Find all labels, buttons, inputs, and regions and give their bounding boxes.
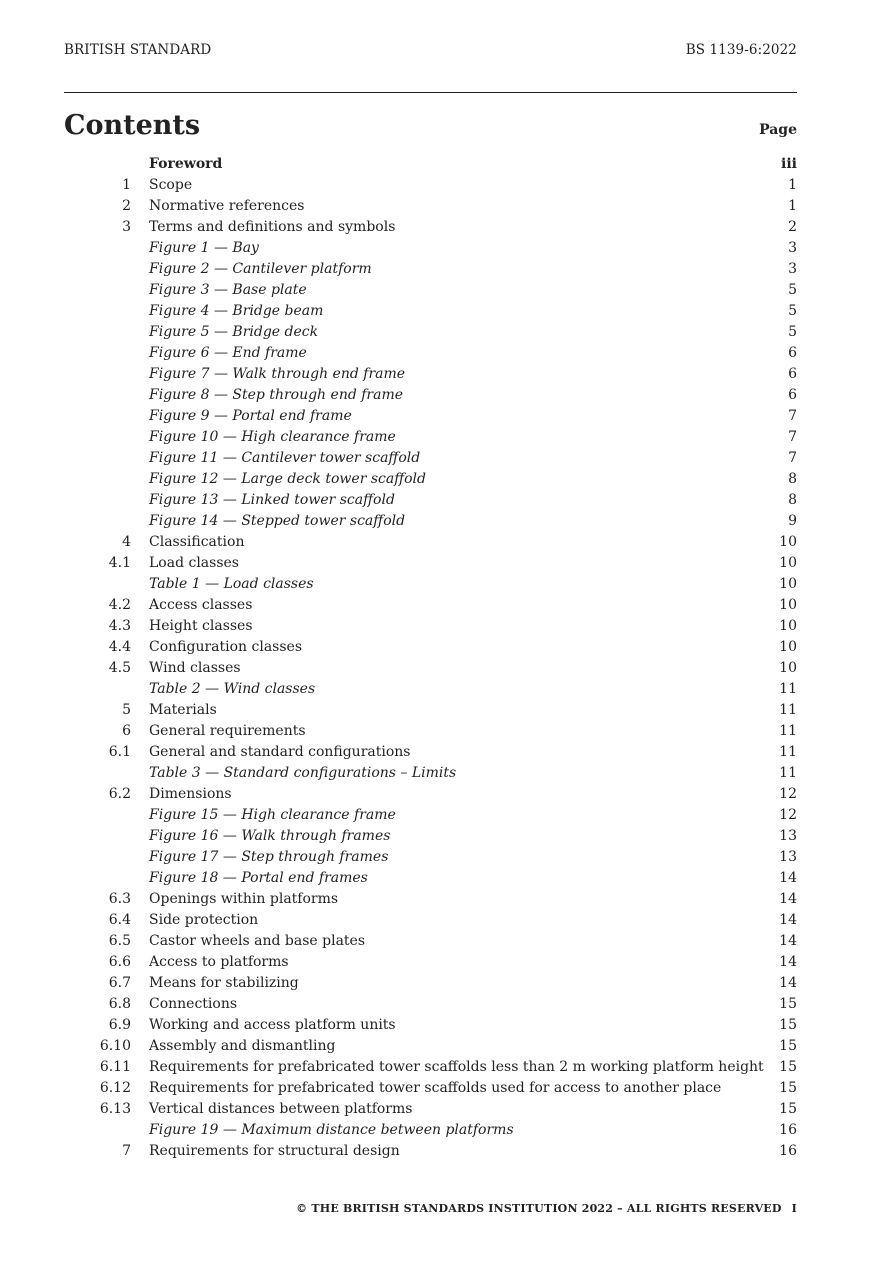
toc-entry-page[interactable]: 2 [788, 219, 797, 235]
toc-entry[interactable] [64, 259, 797, 280]
toc-entry-number: 6.3 [108, 891, 131, 907]
toc-entry-number: 5 [122, 702, 131, 718]
toc-entry-page[interactable]: 10 [779, 639, 797, 655]
toc-entry-title[interactable]: Configuration classes [149, 639, 303, 655]
toc-entry-page[interactable]: 10 [779, 555, 797, 571]
toc-entry[interactable] [64, 280, 797, 301]
toc-entry[interactable] [64, 238, 797, 259]
toc-entry-number: 4.3 [108, 618, 131, 634]
toc-entry[interactable] [64, 532, 797, 553]
toc-entry-page[interactable]: 6 [788, 345, 797, 361]
toc-entry[interactable] [64, 1120, 797, 1141]
toc-entry-page[interactable]: 1 [788, 198, 797, 214]
toc-entry[interactable] [64, 826, 797, 847]
toc-entry-number: 6 [122, 723, 131, 739]
toc-entry[interactable] [64, 553, 797, 574]
toc-entry-page[interactable]: 16 [779, 1143, 797, 1159]
toc-entry-title[interactable]: Requirements for structural design [149, 1143, 400, 1159]
toc-entry-page[interactable]: 14 [779, 912, 797, 928]
toc-entry[interactable] [64, 490, 797, 511]
toc-entry[interactable] [64, 1015, 797, 1036]
toc-entry-title[interactable]: Figure 2 — Cantilever platform [149, 261, 372, 277]
toc-entry-page[interactable]: 12 [779, 807, 797, 823]
toc-entry-title[interactable]: Access to platforms [149, 954, 289, 970]
toc-entry-title[interactable]: Table 2 — Wind classes [149, 681, 316, 697]
toc-entry-page[interactable]: 15 [779, 996, 797, 1012]
toc-entry-number: 4.5 [108, 660, 131, 676]
toc-entry-title[interactable]: Figure 3 — Base plate [149, 282, 307, 298]
toc-entry-page[interactable]: 15 [779, 1038, 797, 1054]
toc-entry[interactable] [64, 406, 797, 427]
toc-entry[interactable] [64, 1057, 797, 1078]
toc-entry-number: 4.4 [108, 639, 131, 655]
toc-entry-page[interactable]: 13 [779, 849, 797, 865]
toc-entry-title[interactable]: Figure 16 — Walk through frames [149, 828, 391, 844]
toc-entry-title[interactable]: Figure 12 — Large deck tower scaffold [149, 471, 426, 487]
toc-entry-page[interactable]: 6 [788, 387, 797, 403]
toc-entry[interactable] [64, 343, 797, 364]
toc-entry-number: 6.4 [108, 912, 131, 928]
toc-entry-title[interactable]: Scope [149, 177, 193, 193]
toc-entry-page[interactable]: 15 [779, 1017, 797, 1033]
toc-entry[interactable] [64, 448, 797, 469]
header-rule [64, 92, 797, 93]
toc-entry-page[interactable]: 7 [788, 450, 797, 466]
toc-entry-number: 6.11 [99, 1059, 131, 1075]
toc-entry-title[interactable]: Materials [149, 702, 217, 718]
toc-entry[interactable] [64, 973, 797, 994]
toc-entry[interactable] [64, 910, 797, 931]
toc-entry-number: 4 [122, 534, 131, 550]
toc-entry-number: 6.9 [108, 1017, 131, 1033]
toc-entry-title[interactable]: Working and access platform units [149, 1017, 396, 1033]
toc-entry[interactable] [64, 658, 797, 679]
toc-entry-title[interactable]: Figure 18 — Portal end frames [149, 870, 368, 886]
toc-entry-page[interactable]: 6 [788, 366, 797, 382]
toc-entry-number: 6.8 [108, 996, 131, 1012]
toc-entry-page[interactable]: 14 [779, 975, 797, 991]
toc-entry-title[interactable]: Figure 15 — High clearance frame [149, 807, 396, 823]
toc-entry[interactable] [64, 469, 797, 490]
toc-entry[interactable] [64, 616, 797, 637]
toc-entry[interactable] [64, 784, 797, 805]
toc-entry[interactable] [64, 742, 797, 763]
toc-entry[interactable] [64, 196, 797, 217]
page-column-label: Page [759, 122, 797, 138]
toc-entry-page[interactable]: 1 [788, 177, 797, 193]
toc-entry[interactable] [64, 154, 797, 175]
toc-entry-number: 6.6 [108, 954, 131, 970]
toc-entry-title[interactable]: Height classes [149, 618, 253, 634]
toc-entry-page[interactable]: iii [781, 156, 797, 172]
toc-entry-title[interactable]: Vertical distances between platforms [149, 1101, 413, 1117]
toc-entry-number: 7 [122, 1143, 131, 1159]
toc-entry[interactable] [64, 1036, 797, 1057]
toc-entry[interactable] [64, 889, 797, 910]
toc-entry[interactable] [64, 931, 797, 952]
toc-entry-page[interactable]: 14 [779, 870, 797, 886]
toc-entry[interactable] [64, 679, 797, 700]
toc-entry-title[interactable]: Requirements for prefabricated tower scaffolds less than 2 m working platform height [149, 1059, 764, 1075]
toc-entry-number: 3 [122, 219, 131, 235]
toc-entry-page[interactable]: 3 [788, 261, 797, 277]
toc-entry-number: 6.13 [99, 1101, 131, 1117]
toc-entry[interactable] [64, 847, 797, 868]
toc-entry-title[interactable]: General requirements [149, 723, 306, 739]
toc-entry[interactable] [64, 637, 797, 658]
toc-entry-page[interactable]: 10 [779, 576, 797, 592]
toc-entry-page[interactable]: 5 [788, 282, 797, 298]
toc-entry-title[interactable]: Figure 11 — Cantilever tower scaffold [149, 450, 421, 466]
running-header-left: BRITISH STANDARD [64, 42, 212, 58]
toc-entry[interactable] [64, 1141, 797, 1162]
toc-entry-number: 6.10 [99, 1038, 131, 1054]
toc-entry-title[interactable]: Foreword [149, 156, 223, 172]
toc-entry-title[interactable]: Means for stabilizing [149, 975, 299, 991]
toc-entry-title[interactable]: Figure 1 — Bay [149, 240, 259, 256]
toc-entry-number: 6.7 [108, 975, 131, 991]
toc-entry-title[interactable]: Figure 9 — Portal end frame [149, 408, 352, 424]
toc-entry[interactable] [64, 1099, 797, 1120]
toc-entry-number: 2 [122, 198, 131, 214]
toc-entry[interactable] [64, 217, 797, 238]
toc-entry-page[interactable]: 11 [779, 723, 797, 739]
toc-entry-page[interactable]: 10 [779, 534, 797, 550]
toc-entry-page[interactable]: 14 [779, 933, 797, 949]
toc-entry-page[interactable]: 8 [788, 492, 797, 508]
toc-entry[interactable] [64, 763, 797, 784]
toc-entry-number: 6.1 [108, 744, 131, 760]
toc-entry-page[interactable]: 13 [779, 828, 797, 844]
toc-entry[interactable] [64, 322, 797, 343]
toc-entry[interactable] [64, 364, 797, 385]
toc-entry-page[interactable]: 7 [788, 408, 797, 424]
toc-entry-title[interactable]: Dimensions [149, 786, 232, 802]
copyright-notice: © THE BRITISH STANDARDS INSTITUTION 2022 – ALL RIGHTS RESERVED [296, 1202, 782, 1215]
toc-entry-title[interactable]: Figure 6 — End frame [149, 345, 307, 361]
toc-entry-title[interactable]: Wind classes [149, 660, 241, 676]
toc-entry-number: 6.12 [99, 1080, 131, 1096]
footer-page-number: I [791, 1202, 797, 1215]
toc-entry[interactable] [64, 994, 797, 1015]
toc-entry-title[interactable]: Figure 14 — Stepped tower scaffold [149, 513, 406, 529]
toc-entry-page[interactable]: 5 [788, 303, 797, 319]
toc-entry[interactable] [64, 427, 797, 448]
toc-entry-title[interactable]: Terms and definitions and symbols [149, 219, 396, 235]
toc-entry-page[interactable]: 14 [779, 954, 797, 970]
toc-entry-title[interactable]: Side protection [149, 912, 259, 928]
toc-entry[interactable] [64, 805, 797, 826]
toc-entry-title[interactable]: Requirements for prefabricated tower scaffolds used for access to another place [149, 1080, 722, 1096]
toc-entry[interactable] [64, 868, 797, 889]
toc-entry[interactable] [64, 595, 797, 616]
toc-entry-title[interactable]: Figure 5 — Bridge deck [149, 324, 319, 340]
toc-entry-title[interactable]: General and standard configurations [149, 744, 411, 760]
toc-entry-page[interactable]: 12 [779, 786, 797, 802]
toc-entry-page[interactable]: 10 [779, 618, 797, 634]
toc-entry-page[interactable]: 10 [779, 660, 797, 676]
toc-entry-title[interactable]: Figure 19 — Maximum distance between platforms [149, 1122, 514, 1138]
toc-entry-page[interactable]: 11 [779, 765, 797, 781]
toc-entry-number: 4.1 [108, 555, 131, 571]
toc-entry[interactable] [64, 301, 797, 322]
toc-entry[interactable] [64, 574, 797, 595]
running-header-right: BS 1139-6:2022 [685, 42, 797, 58]
toc-entry-page[interactable]: 10 [779, 597, 797, 613]
toc-entry-title[interactable]: Figure 4 — Bridge beam [149, 303, 324, 319]
toc-entry[interactable] [64, 700, 797, 721]
toc-entry-title[interactable]: Classification [149, 534, 245, 550]
toc-entry[interactable] [64, 175, 797, 196]
toc-entry-number: 6.2 [108, 786, 131, 802]
toc-entry-number: 4.2 [108, 597, 131, 613]
toc-entry-title[interactable]: Access classes [149, 597, 253, 613]
toc-entry-page[interactable]: 9 [788, 513, 797, 529]
toc-entry[interactable] [64, 721, 797, 742]
toc-entry-title[interactable]: Figure 8 — Step through end frame [149, 387, 404, 403]
toc-entry-page[interactable]: 11 [779, 702, 797, 718]
toc-entry-title[interactable]: Openings within platforms [149, 891, 339, 907]
toc-entry-title[interactable]: Figure 17 — Step through frames [149, 849, 389, 865]
toc-entry-page[interactable]: 3 [788, 240, 797, 256]
toc-entry-page[interactable]: 8 [788, 471, 797, 487]
toc-entry-title[interactable]: Figure 7 — Walk through end frame [149, 366, 406, 382]
toc-entry-number: 6.5 [108, 933, 131, 949]
page-footer [296, 1202, 797, 1215]
toc-entry[interactable] [64, 385, 797, 406]
toc-entry-number: 1 [122, 177, 131, 193]
toc-entry-page[interactable]: 11 [779, 681, 797, 697]
toc-entry-title[interactable]: Figure 10 — High clearance frame [149, 429, 396, 445]
toc-entry-title[interactable]: Figure 13 — Linked tower scaffold [149, 492, 395, 508]
toc-entry-title[interactable]: Table 3 — Standard configurations – Limits [149, 765, 457, 781]
page-title: Contents [64, 110, 201, 141]
toc-entry-title[interactable]: Table 1 — Load classes [149, 576, 314, 592]
toc-entry-page[interactable]: 7 [788, 429, 797, 445]
toc-entry-title[interactable]: Connections [149, 996, 238, 1012]
toc-entry[interactable] [64, 511, 797, 532]
toc-entry-title[interactable]: Normative references [149, 198, 305, 214]
toc-entry-page[interactable]: 16 [779, 1122, 797, 1138]
toc-entry-page[interactable]: 5 [788, 324, 797, 340]
toc-entry-title[interactable]: Assembly and dismantling [149, 1038, 336, 1054]
toc-entry-page[interactable]: 15 [779, 1101, 797, 1117]
toc-entry[interactable] [64, 952, 797, 973]
toc-entry-page[interactable]: 11 [779, 744, 797, 760]
toc-entry[interactable] [64, 1078, 797, 1099]
toc-entry-title[interactable]: Castor wheels and base plates [149, 933, 366, 949]
toc-entry-page[interactable]: 15 [779, 1080, 797, 1096]
toc-entry-page[interactable]: 15 [779, 1059, 797, 1075]
toc-entry-page[interactable]: 14 [779, 891, 797, 907]
toc-entry-title[interactable]: Load classes [149, 555, 239, 571]
table-of-contents [64, 154, 797, 1162]
